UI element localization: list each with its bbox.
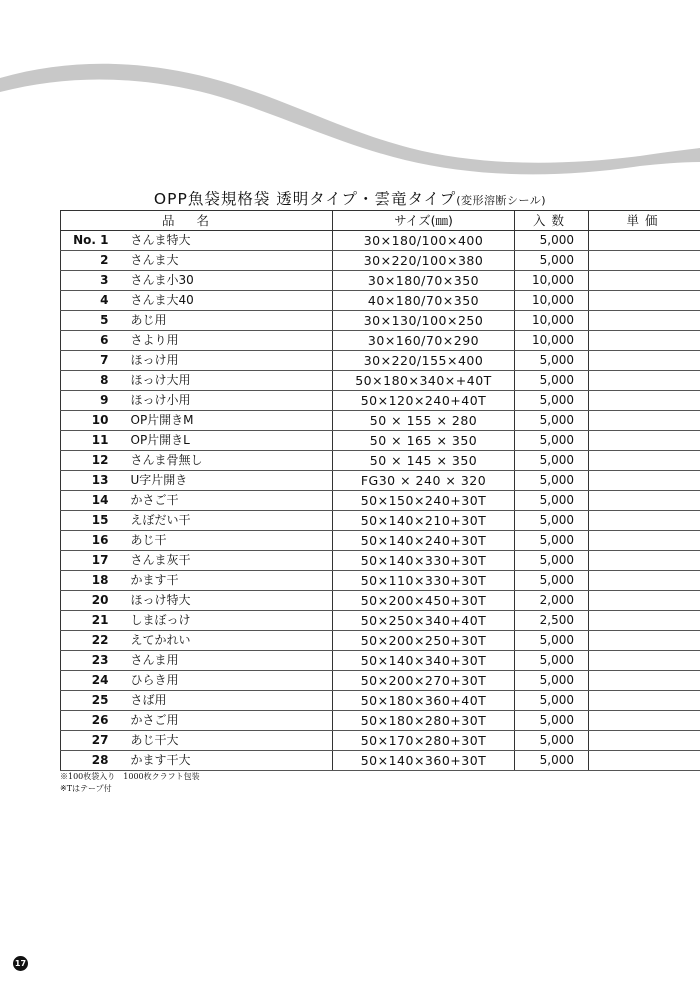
row-number: 6: [61, 331, 119, 351]
row-price: [589, 491, 700, 511]
header-quantity: 入数: [515, 211, 589, 231]
row-price: [589, 471, 700, 491]
row-price: [589, 331, 700, 351]
row-name: U字片開き: [119, 471, 333, 491]
row-name: かさご干: [119, 491, 333, 511]
table-row: [61, 431, 700, 451]
row-name: ほっけ特大: [119, 591, 333, 611]
table-row: [61, 471, 700, 491]
header-name: 品名: [61, 211, 333, 231]
row-size: 30×220/155×400: [333, 351, 515, 371]
row-size: 50×140×360+30T: [333, 751, 515, 771]
row-name: さんま大40: [119, 291, 333, 311]
row-quantity: 10,000: [515, 331, 589, 351]
table-row: [61, 391, 700, 411]
row-price: [589, 351, 700, 371]
page-title: [0, 187, 700, 209]
row-name: さんま骨無し: [119, 451, 333, 471]
row-number: 23: [61, 651, 119, 671]
page-number: 17: [13, 956, 28, 971]
row-size: 50×250×340+40T: [333, 611, 515, 631]
row-size: FG30 × 240 × 320: [333, 471, 515, 491]
row-number: 17: [61, 551, 119, 571]
row-price: [589, 551, 700, 571]
row-price: [589, 731, 700, 751]
row-quantity: 5,000: [515, 551, 589, 571]
table-row: [61, 611, 700, 631]
row-size: 50×200×270+30T: [333, 671, 515, 691]
row-name: ほっけ小用: [119, 391, 333, 411]
row-name: あじ干: [119, 531, 333, 551]
row-number: 16: [61, 531, 119, 551]
row-quantity: 5,000: [515, 511, 589, 531]
row-price: [589, 611, 700, 631]
row-name: あじ干大: [119, 731, 333, 751]
row-number: 14: [61, 491, 119, 511]
row-name: さより用: [119, 331, 333, 351]
row-size: 50×120×240+40T: [333, 391, 515, 411]
row-size: 50×140×330+30T: [333, 551, 515, 571]
row-quantity: 5,000: [515, 231, 589, 251]
table-row: [61, 751, 700, 771]
row-quantity: 5,000: [515, 391, 589, 411]
table-row: [61, 271, 700, 291]
row-quantity: 5,000: [515, 751, 589, 771]
row-number: 25: [61, 691, 119, 711]
row-name: ひらき用: [119, 671, 333, 691]
row-price: [589, 431, 700, 451]
row-size: 50×200×250+30T: [333, 631, 515, 651]
row-price: [589, 571, 700, 591]
row-quantity: 5,000: [515, 711, 589, 731]
table-row: [61, 511, 700, 531]
row-quantity: 10,000: [515, 311, 589, 331]
row-size: 50×180×340×+40T: [333, 371, 515, 391]
row-price: [589, 711, 700, 731]
row-number: 3: [61, 271, 119, 291]
row-number: 18: [61, 571, 119, 591]
row-quantity: 2,000: [515, 591, 589, 611]
row-price: [589, 391, 700, 411]
row-number: 26: [61, 711, 119, 731]
row-name: かます干大: [119, 751, 333, 771]
row-price: [589, 631, 700, 651]
row-size: 50×200×450+30T: [333, 591, 515, 611]
row-price: [589, 291, 700, 311]
row-quantity: 5,000: [515, 451, 589, 471]
row-name: さんま小30: [119, 271, 333, 291]
row-name: かます干: [119, 571, 333, 591]
row-price: [589, 531, 700, 551]
row-size: 50×140×210+30T: [333, 511, 515, 531]
row-price: [589, 691, 700, 711]
row-size: 50×140×240+30T: [333, 531, 515, 551]
title-main: OPP魚袋規格袋 透明タイプ・雲竜タイプ: [153, 190, 457, 208]
table-row: [61, 331, 700, 351]
table-header-row: [61, 211, 700, 231]
row-price: [589, 511, 700, 531]
table-row: [61, 551, 700, 571]
row-size: 50×180×360+40T: [333, 691, 515, 711]
row-price: [589, 251, 700, 271]
row-number: 5: [61, 311, 119, 331]
table-row: [61, 411, 700, 431]
row-quantity: 5,000: [515, 531, 589, 551]
row-quantity: 5,000: [515, 731, 589, 751]
row-number: 11: [61, 431, 119, 451]
row-name: ほっけ用: [119, 351, 333, 371]
row-quantity: 5,000: [515, 491, 589, 511]
row-name: ほっけ大用: [119, 371, 333, 391]
table-row: [61, 351, 700, 371]
footnote-packaging: ※100枚袋入り 1000枚クラフト包装: [60, 772, 200, 781]
row-name: あじ用: [119, 311, 333, 331]
row-quantity: 2,500: [515, 611, 589, 631]
footnotes: [60, 771, 200, 795]
row-number: 12: [61, 451, 119, 471]
row-price: [589, 371, 700, 391]
row-name: えぼだい干: [119, 511, 333, 531]
table-body: [61, 231, 700, 771]
header-price: 単価: [589, 211, 700, 231]
table-row: [61, 631, 700, 651]
title-sub: (変形溶断シール): [456, 194, 547, 207]
row-price: [589, 451, 700, 471]
row-size: 50 × 145 × 350: [333, 451, 515, 471]
row-quantity: 5,000: [515, 651, 589, 671]
row-name: OP片開きM: [119, 411, 333, 431]
row-quantity: 5,000: [515, 471, 589, 491]
row-size: 30×180/100×400: [333, 231, 515, 251]
row-size: 50×150×240+30T: [333, 491, 515, 511]
row-number: 15: [61, 511, 119, 531]
row-name: えてかれい: [119, 631, 333, 651]
row-name: しまぼっけ: [119, 611, 333, 631]
row-number: 24: [61, 671, 119, 691]
row-number: 20: [61, 591, 119, 611]
table-row: [61, 711, 700, 731]
row-size: 30×130/100×250: [333, 311, 515, 331]
row-name: さんま用: [119, 651, 333, 671]
spec-table: [60, 210, 700, 771]
row-quantity: 5,000: [515, 251, 589, 271]
table-row: [61, 591, 700, 611]
row-price: [589, 751, 700, 771]
table-row: [61, 671, 700, 691]
row-number: 21: [61, 611, 119, 631]
table-row: [61, 491, 700, 511]
table-row: [61, 691, 700, 711]
row-number: 10: [61, 411, 119, 431]
row-name: かさご用: [119, 711, 333, 731]
row-number: 2: [61, 251, 119, 271]
row-number: 22: [61, 631, 119, 651]
row-name: さば用: [119, 691, 333, 711]
row-quantity: 5,000: [515, 571, 589, 591]
row-price: [589, 591, 700, 611]
row-quantity: 5,000: [515, 431, 589, 451]
row-size: 30×160/70×290: [333, 331, 515, 351]
header-size: サイズ(㎜): [333, 211, 515, 231]
table-row: [61, 371, 700, 391]
row-price: [589, 671, 700, 691]
row-name: さんま大: [119, 251, 333, 271]
table-row: [61, 291, 700, 311]
row-number: 4: [61, 291, 119, 311]
table-row: [61, 451, 700, 471]
row-quantity: 5,000: [515, 671, 589, 691]
row-quantity: 10,000: [515, 271, 589, 291]
row-price: [589, 271, 700, 291]
row-name: さんま特大: [119, 231, 333, 251]
row-name: OP片開きL: [119, 431, 333, 451]
row-number: 8: [61, 371, 119, 391]
row-number: 7: [61, 351, 119, 371]
row-price: [589, 651, 700, 671]
row-size: 50×110×330+30T: [333, 571, 515, 591]
table-row: [61, 731, 700, 751]
table-row: [61, 531, 700, 551]
table-row: [61, 311, 700, 331]
row-size: 50×140×340+30T: [333, 651, 515, 671]
row-quantity: 5,000: [515, 631, 589, 651]
row-quantity: 5,000: [515, 351, 589, 371]
row-number: 13: [61, 471, 119, 491]
table-row: [61, 231, 700, 251]
row-number: 27: [61, 731, 119, 751]
table-row: [61, 571, 700, 591]
row-quantity: 5,000: [515, 371, 589, 391]
row-quantity: 5,000: [515, 691, 589, 711]
row-price: [589, 231, 700, 251]
row-quantity: 5,000: [515, 411, 589, 431]
row-size: 30×180/70×350: [333, 271, 515, 291]
row-number: 28: [61, 751, 119, 771]
row-size: 50 × 165 × 350: [333, 431, 515, 451]
row-size: 40×180/70×350: [333, 291, 515, 311]
row-number: 9: [61, 391, 119, 411]
row-number: No. 1: [61, 231, 119, 251]
row-size: 50×170×280+30T: [333, 731, 515, 751]
row-price: [589, 411, 700, 431]
footnote-tape: ※Tはテープ付: [60, 784, 112, 793]
row-name: さんま灰干: [119, 551, 333, 571]
decorative-wave: [0, 0, 700, 200]
row-size: 30×220/100×380: [333, 251, 515, 271]
row-quantity: 10,000: [515, 291, 589, 311]
table-row: [61, 651, 700, 671]
row-size: 50×180×280+30T: [333, 711, 515, 731]
row-price: [589, 311, 700, 331]
row-size: 50 × 155 × 280: [333, 411, 515, 431]
table-row: [61, 251, 700, 271]
